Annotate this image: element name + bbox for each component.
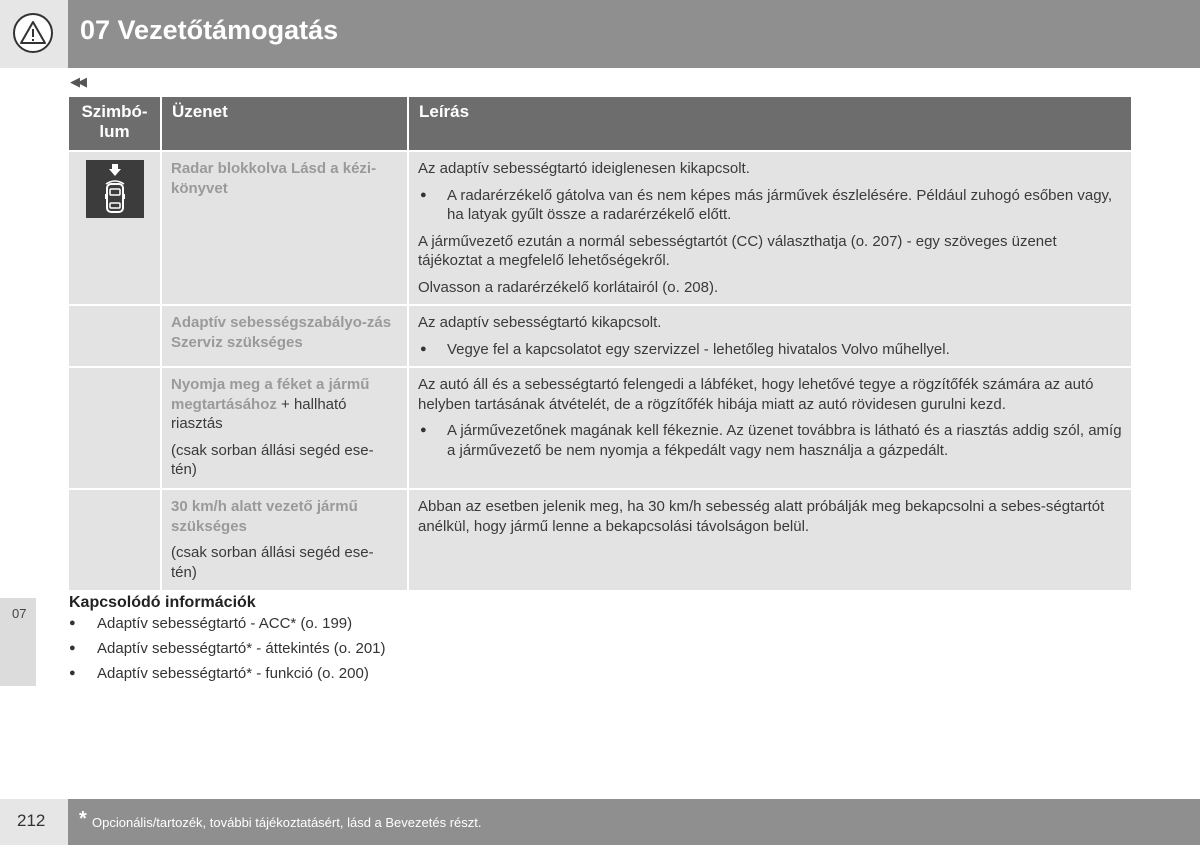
description-bullet: ● A radarérzékelő gátolva van és nem képes más járművek észlelésére. Például zuhogó esőben vagy, ha latyak gyűlt össze a radarérzékelő előtt.	[418, 186, 1122, 225]
related-info-list	[69, 614, 409, 689]
description-text: Az adaptív sebességtartó ideiglenesen kikapcsolt.	[418, 160, 750, 177]
description-text: Az autó áll és a sebességtartó felengedi a lábféket, hogy lehetővé tegye a rögzítőfék számára az autó helyben tartásának átvételét, de a rögzítőfék hibája miatt az autó rövidesen gurulni kezd.	[418, 376, 1094, 413]
chapter-tab	[0, 598, 36, 686]
page-number-box	[0, 799, 68, 845]
footnote-text: Opcionális/tartozék, további tájékoztatásért, lásd a Bevezetés részt.	[92, 815, 482, 830]
description-cell	[409, 490, 1131, 590]
description-cell	[409, 368, 1131, 488]
back-arrows-icon[interactable]: ◀◀	[70, 74, 84, 89]
related-link[interactable]: ● Adaptív sebességtartó* - funkció (o. 200)	[69, 664, 409, 683]
symbol-cell	[69, 306, 162, 366]
header-icon-area	[0, 0, 68, 68]
warning-triangle-icon	[13, 13, 53, 53]
related-info-title: Kapcsolódó információk	[69, 594, 256, 611]
symbol-cell	[69, 152, 162, 304]
description-cell	[409, 152, 1131, 304]
message-cell	[162, 490, 409, 590]
table-header	[69, 97, 1131, 150]
description-text: Az adaptív sebességtartó kikapcsolt.	[418, 314, 662, 331]
description-bullet: ● A járművezetőnek magának kell fékeznie. Az üzenet továbbra is látható és a riasztás addig szól, amíg a járművezető be nem nyomja a fékpedált vagy nem használja a gázpedált.	[418, 421, 1122, 460]
table-row	[69, 366, 1131, 488]
description-cell	[409, 306, 1131, 366]
message-text: Nyomja meg a féket a jármű megtartásához	[171, 376, 370, 413]
table-row	[69, 150, 1131, 304]
header-description: Leírás	[419, 102, 470, 121]
message-text: 30 km/h alatt vezető jármű szükséges	[171, 498, 358, 535]
chapter-number: 07	[12, 606, 27, 621]
message-note: (csak sorban állási segéd ese-tén)	[171, 544, 374, 581]
message-note: (csak sorban állási segéd ese-tén)	[171, 441, 374, 478]
related-link[interactable]: ● Adaptív sebességtartó* - áttekintés (o. 201)	[69, 639, 409, 658]
symbol-cell	[69, 490, 162, 590]
symbol-cell	[69, 368, 162, 488]
description-text: Abban az esetben jelenik meg, ha 30 km/h sebesség alatt próbálják meg bekapcsolni a sebes-ségtartót anélkül, hogy jármű lenne a bekapcsolási távolságon belül.	[418, 498, 1105, 535]
message-suffix: + hallható riasztás	[171, 395, 347, 432]
description-bullet: ● Vegye fel a kapcsolatot egy szervizzel - lehetőleg hivatalos Volvo műhellyel.	[418, 340, 1122, 360]
description-text: A járművezető ezután a normál sebességtartót (CC) választhatja (o. 207) - egy szöveges üzenet tájékoztat a megfelelő lehetőségekről.	[418, 232, 1057, 269]
message-table	[69, 97, 1131, 590]
footer-bar	[68, 799, 1200, 845]
footnote-star: *	[79, 808, 87, 830]
table-row	[69, 304, 1131, 366]
message-cell: Adaptív sebességszabályo-zás Szerviz szükséges	[162, 306, 409, 366]
message-cell	[162, 368, 409, 488]
radar-blocked-icon	[86, 160, 144, 218]
table-row	[69, 488, 1131, 590]
header-message: Üzenet	[162, 97, 409, 150]
page-number: 212	[17, 811, 46, 830]
related-link[interactable]: ● Adaptív sebességtartó - ACC* (o. 199)	[69, 614, 409, 633]
header-symbol: Szimbó- lum	[69, 97, 162, 150]
message-cell: Radar blokkolva Lásd a kézi-könyvet	[162, 152, 409, 304]
page-title: 07 Vezetőtámogatás	[80, 15, 339, 45]
description-text: Olvasson a radarérzékelő korlátairól (o. 208).	[418, 278, 719, 296]
